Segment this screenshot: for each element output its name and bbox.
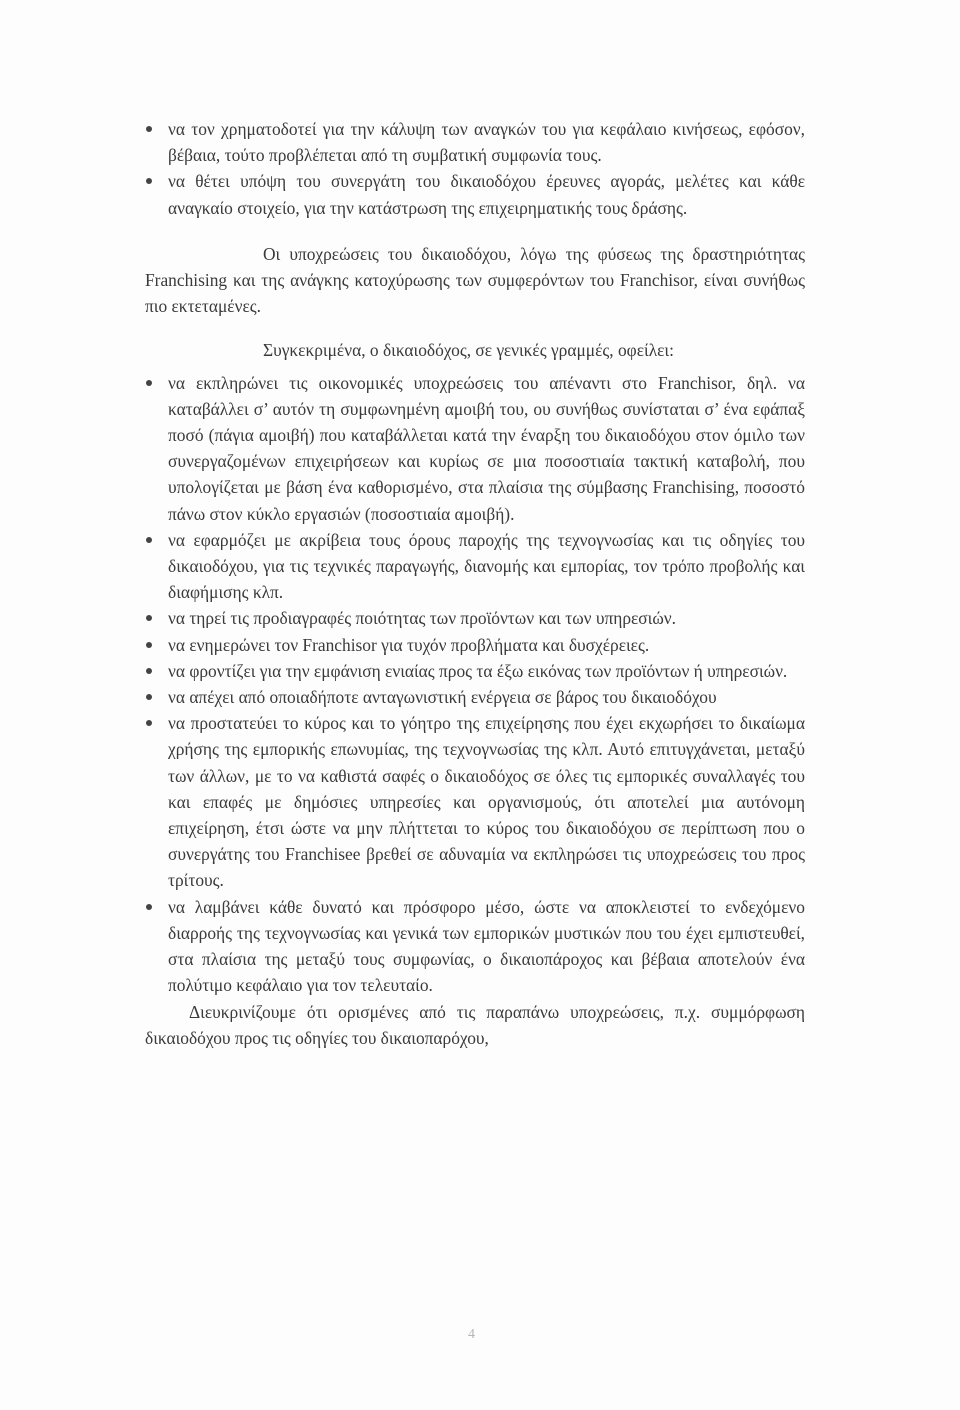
list-item: να θέτει υπόψη του συνεργάτη του δικαιοδόχου έρευνες αγοράς, μελέτες και κάθε αναγκαίο στοιχείο, για την κατάστρωση της επιχειρηματικής τους δράσης.	[145, 168, 805, 220]
list-item: να εφαρμόζει με ακρίβεια τους όρους παροχής της τεχνογνωσίας και τις οδηγίες του δικαιοδόχου, για τις τεχνικές παραγωγής, διανομής και εμπορίας, τον τρόπο προβολής και διαφήμισης κλπ.	[145, 527, 805, 606]
bullet-list-top	[145, 116, 805, 221]
list-item: να φροντίζει για την εμφάνιση ενιαίας προς τα έξω εικόνας των προϊόντων ή υπηρεσιών.	[145, 658, 805, 684]
list-item: να εκπληρώνει τις οικονομικές υποχρεώσεις του απέναντι στο Franchisor, δηλ. να καταβάλλει σ’ αυτόν τη συμφωνημένη αμοιβή του, ου συνήθως συνίσταται σ’ ένα εφάπαξ ποσό (πάγια αμοιβή) που καταβάλλεται κατά την έναρξη του δικαιοδόχου στον όμιλο των συνεργαζομένων επιχειρήσεων και κυρίως σε μια ποσοστιαία τακτική καταβολή, που υπολογίζεται με βάση ένα καθορισμένο, στα πλαίσια της σύμβασης Franchising, ποσοστό πάνω στον κύκλο εργασιών (ποσοστιαία αμοιβή).	[145, 370, 805, 527]
bullet-list-obligations	[145, 370, 805, 999]
list-item: να λαμβάνει κάθε δυνατό και πρόσφορο μέσο, ώστε να αποκλειστεί το ενδεχόμενο διαρροής της τεχνογνωσίας και γενικά των εμπορικών μυστικών που του έχει εμπιστευθεί, στα πλαίσια της μεταξύ τους συμφωνίας, ο δικαιοπάροχος και βέβαια αποτελούν ένα πολύτιμο κεφάλαιο για τον τελευταίο.	[145, 894, 805, 999]
list-item: να ενημερώνει τον Franchisor για τυχόν προβλήματα και δυσχέρειες.	[145, 632, 805, 658]
paragraph-obligations-intro: Οι υποχρεώσεις του δικαιοδόχου, λόγω της φύσεως της δραστηριότητας Franchising και της ανάγκης κατοχύρωσης των συμφερόντων του Franchisor, είναι συνήθως πιο εκτεταμένες.	[145, 243, 805, 317]
paragraph-specifically: Συγκεκριμένα, ο δικαιοδόχος, σε γενικές γραμμές, οφείλει:	[263, 340, 674, 361]
list-item: να απέχει από οποιαδήποτε ανταγωνιστική ενέργεια σε βάρος του δικαιοδόχου	[145, 684, 805, 710]
page-body	[145, 116, 805, 1051]
list-item: να προστατεύει το κύρος και το γόητρο της επιχείρησης που έχει εκχωρήσει το δικαίωμα χρήσης της εμπορικής επωνυμίας, της τεχνογνωσίας της κλπ. Αυτό επιτυγχάνεται, μεταξύ των άλλων, με το να καθιστά σαφές ο δικαιοδόχος σε όλες τις εμπορικές συναλλαγές του και επαφές με δημόσιες υπηρεσίες και οργανισμούς, ότι αποτελεί μια αυτόνομη επιχείρηση, έτσι ώστε να μην πλήττεται το κύρος του δικαιοδόχου σε περίπτωση που ο συνεργάτης του Franchisee βρεθεί σε αδυναμία να εκπληρώσει τις υποχρεώσεις του προς τρίτους.	[145, 710, 805, 893]
list-item: να τον χρηματοδοτεί για την κάλυψη των αναγκών του για κεφάλαιο κινήσεως, εφόσον, βέβαια, τούτο προβλέπεται από τη συμβατική συμφωνία τους.	[145, 116, 805, 168]
list-item: να τηρεί τις προδιαγραφές ποιότητας των προϊόντων και των υπηρεσιών.	[145, 605, 805, 631]
paragraph-clarification: Διευκρινίζουμε ότι ορισμένες από τις παραπάνω υποχρεώσεις, π.χ. συμμόρφωση δικαιοδόχου προς τις οδηγίες του δικαιοπαρόχου,	[145, 1001, 805, 1048]
page-number: 4	[468, 1327, 475, 1342]
